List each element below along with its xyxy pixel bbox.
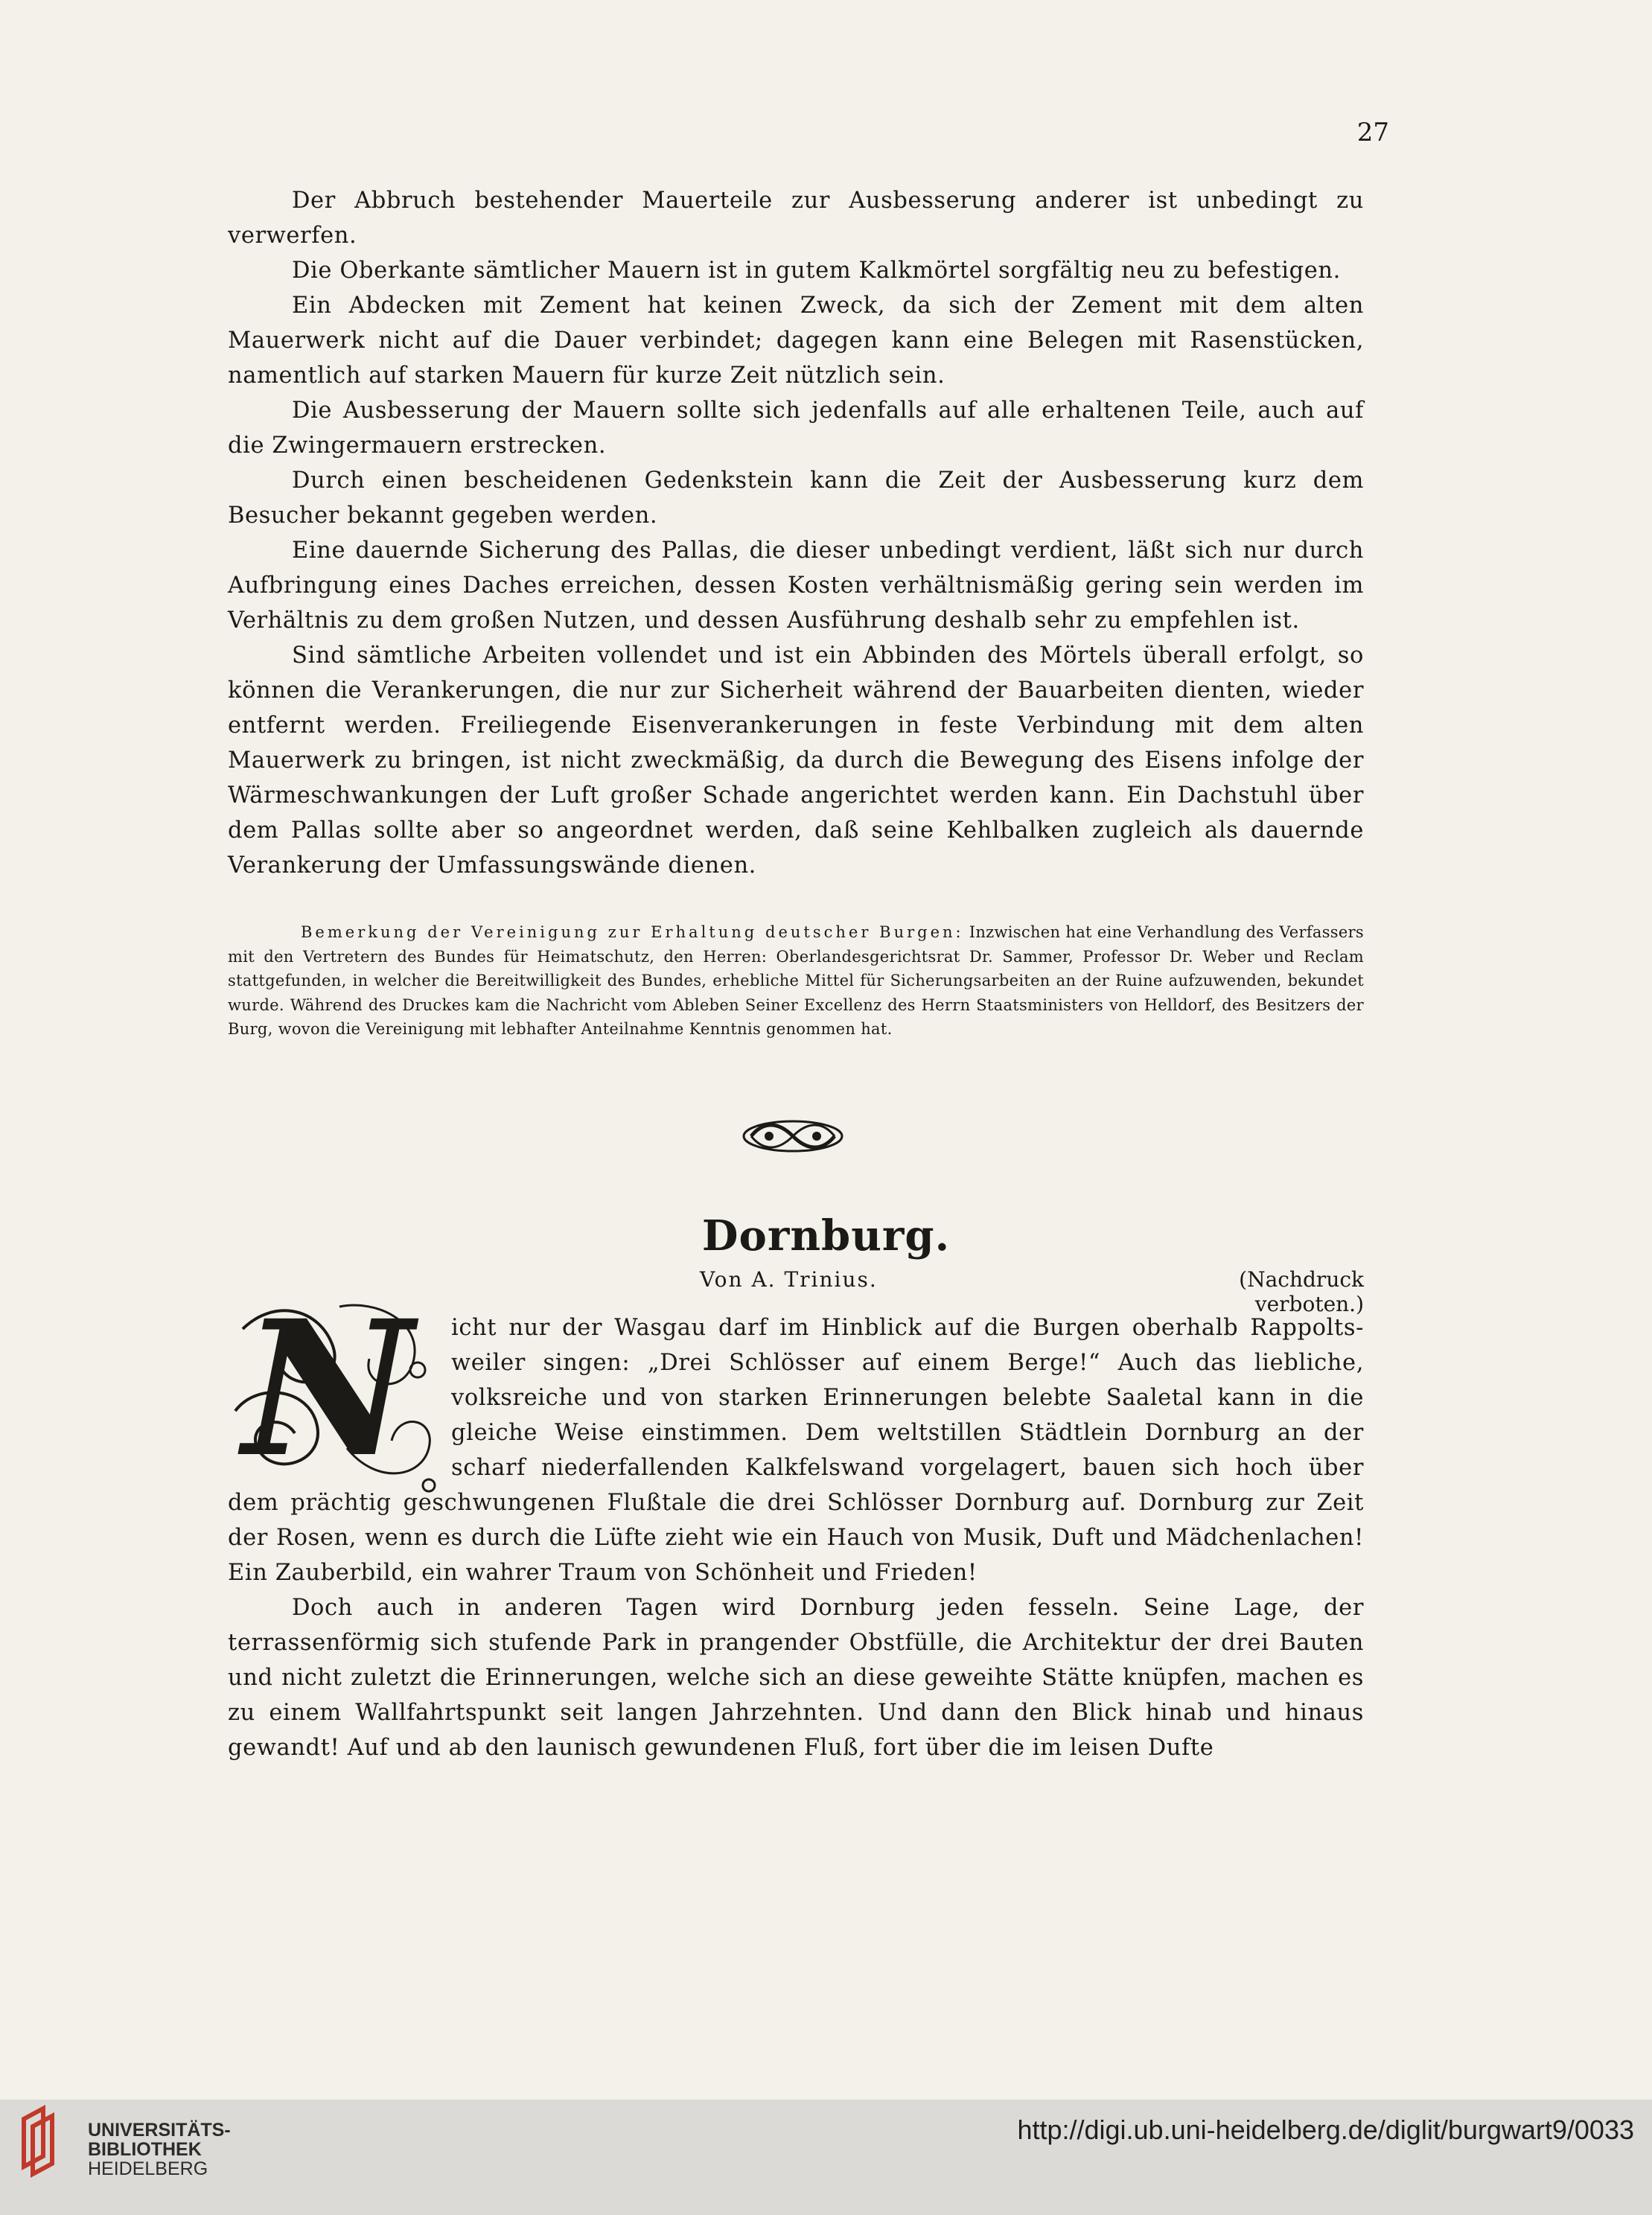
paragraph: Die Oberkante sämtlicher Mauern ist in gutem Kalkmörtel sorgfältig neu zu befestigen.	[292, 258, 1341, 284]
paragraph: Durch einen bescheidenen Gedenkstein kann die Zeit der Ausbesserung kurz dem Besucher bekannt gegeben werden.	[228, 468, 1364, 529]
editorial-note	[228, 920, 1364, 1042]
decorative-initial	[228, 1279, 441, 1498]
paragraph: Ein Abdecken mit Zement hat keinen Zweck, da sich der Zement mit dem alten Mauerwerk nicht auf die Dauer verbindet; dagegen kann eine Belegen mit Rasenstücken, namentlich auf starken Mauern für kurze Zeit nützlich sein.	[228, 293, 1364, 389]
permalink-url[interactable]: http://digi.ub.uni-heidelberg.de/diglit/burgwart9/0033	[1017, 2114, 1634, 2145]
article-title: Dornburg.	[701, 1211, 951, 1261]
paragraph: Der Abbruch bestehender Mauerteile zur Ausbesserung anderer ist unbedingt zu verwerfen.	[228, 188, 1364, 249]
paragraph: Eine dauernde Sicherung des Pallas, die dieser unbedingt verdient, läßt sich nur durch Aufbringung eines Daches erreichen, dessen Kosten verhältnismäßig gering sein werden im Verhältnis zu dem großen Nutzen, und dessen Ausführung deshalb sehr zu empfehlen ist.	[228, 538, 1364, 634]
text-line: icht nur der Wasgau darf im Hinblick auf die Burgen oberhalb Rappolts-	[451, 1315, 1364, 1341]
first-paragraph-lines	[451, 1310, 1364, 1485]
paragraph: Sind sämtliche Arbeiten vollendet und ist ein Abbinden des Mörtels überall erfolgt, so können die Verankerungen, die nur zur Sicherheit während der Bauarbeiten dienten, wieder entfernt werden. Freiliegende Eisenverankerungen in feste Verbindung mit dem alten Mauerwerk zu bringen, ist nicht zweckmäßig, da durch die Bewegung des Eisens infolge der Wärmeschwankungen der Luft großer Schade angerichtet werden kann. Ein Dachstuhl über dem Pallas sollte aber so angeordnet werden, daß seine Kehlbalken zugleich als dauernde Verankerung der Umfassungswände dienen.	[228, 643, 1364, 879]
article-body	[228, 1485, 1364, 1765]
text-line: volksreiche und von starken Erinnerungen belebte Saaletal kann in die	[451, 1385, 1364, 1411]
reprint-notice: (Nachdruck verboten.)	[1239, 1267, 1364, 1316]
institution-line: UNIVERSITÄTS-	[88, 2120, 231, 2141]
institution-line: BIBLIOTHEK	[88, 2139, 202, 2160]
initial-letter: N	[243, 1279, 413, 1498]
institution-line: HEIDELBERG	[88, 2158, 208, 2179]
paragraph: Die Ausbesserung der Mauern sollte sich jedenfalls auf alle erhaltenen Teile, auch auf die Zwingermauern erstrecken.	[228, 398, 1364, 459]
institution-name	[88, 2120, 231, 2179]
text-line: weiler singen: „Drei Schlösser auf einem Berge!“ Auch das liebliche,	[451, 1350, 1364, 1376]
paragraph: dem prächtig geschwungenen Flußtale die drei Schlösser Dornburg auf. Dornburg zur Zeit der Rosen, wenn es durch die Lüfte zieht wie ein Hauch von Musik, Duft und Mädchenlachen! Ein Zauberbild, ein wahrer Traum von Schönheit und Frieden!	[228, 1490, 1364, 1586]
page-number: 27	[1356, 118, 1389, 147]
section1-text	[228, 183, 1364, 883]
text-line: scharf niederfallenden Kalkfelswand vorgelagert, bauen sich hoch über	[451, 1455, 1364, 1481]
scroll-ornament-icon	[741, 1117, 845, 1156]
article-byline: Von A. Trinius.	[700, 1267, 878, 1292]
note-label: Bemerkung der Vereinigung zur Erhaltung deutscher Burgen:	[301, 923, 964, 941]
note-text: Inzwischen hat eine Verhandlung des Verfassers mit den Vertretern des Bundes für Heimatschutz, den Herren: Oberlandesgerichtsrat Dr. Sammer, Professor Dr. Weber und Reclam stattgefunden, in welcher die Bereitwilligkeit des Bundes, erhebliche Mittel für Sicherungsarbeiten an der Ruine aufzuwenden, bekundet wurde. Während des Druckes kam die Nachricht vom Ableben Seiner Excellenz des Herrn Staatsministers von Helldorf, des Besitzers der Burg, wovon die Vereinigung mit lebhafter Anteilnahme Kenntnis genommen hat.	[228, 923, 1365, 1038]
university-library-logo-icon	[18, 2104, 70, 2179]
text-line: gleiche Weise einstimmen. Dem weltstillen Städtlein Dornburg an der	[451, 1420, 1364, 1446]
paragraph: Doch auch in anderen Tagen wird Dornburg jeden fesseln. Seine Lage, der terrassenförmig sich stufende Park in prangender Obstfülle, die Architektur der drei Bauten und nicht zuletzt die Erinnerungen, welche sich an diese geweihte Stätte knüpfen, machen es zu einem Wallfahrtspunkt seit langen Jahrzehnten. Und dann den Blick hinab und hinaus gewandt! Auf und ab den launisch gewundenen Fluß, fort über die im leisen Dufte	[228, 1595, 1364, 1761]
